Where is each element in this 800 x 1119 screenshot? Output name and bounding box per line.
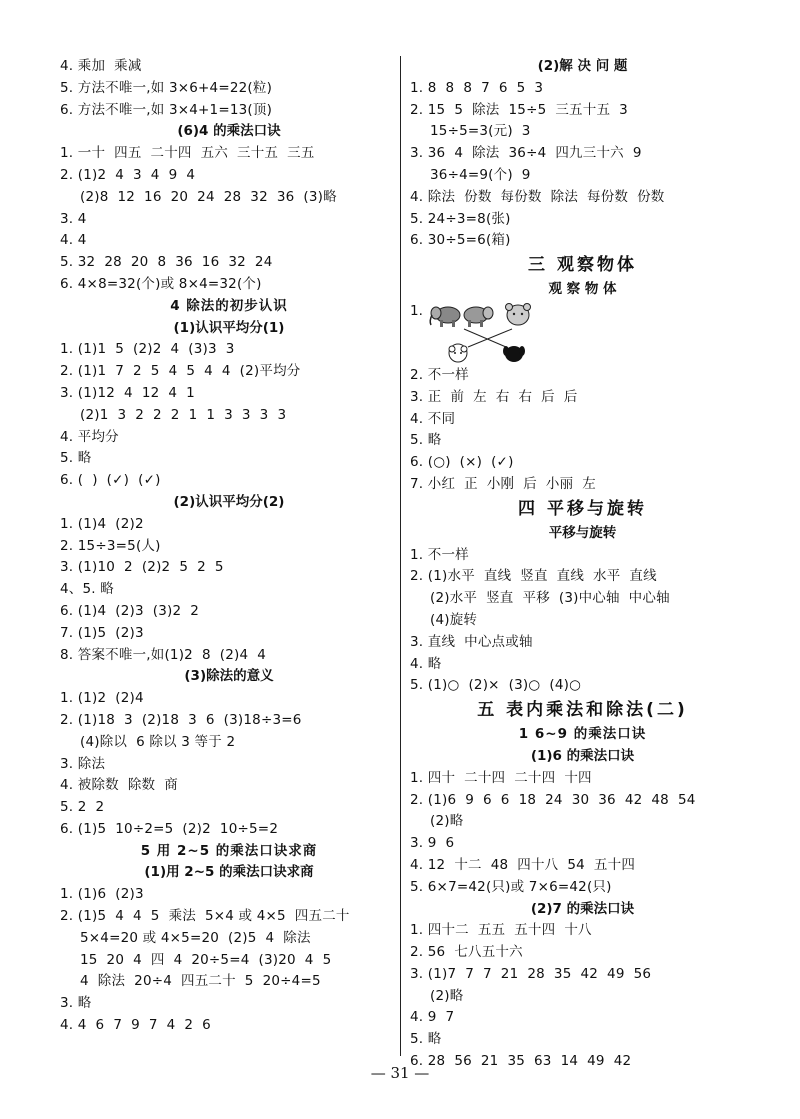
- elephant-icon: [430, 307, 493, 327]
- answer-line: 5. 略: [410, 1031, 442, 1048]
- answer-line: 2. 15÷3=5(人): [60, 537, 161, 554]
- answer-line: 5. 2 2: [60, 799, 105, 816]
- column-divider: [400, 56, 401, 1056]
- answer-line-continued: (4)旋转: [430, 611, 478, 628]
- answer-line: 3. (1)7 7 7 21 28 35 42 49 56: [410, 965, 652, 982]
- answer-line: 5. 方法不唯一,如 3×6+4=22(粒): [60, 79, 273, 96]
- answer-line: 6. 方法不唯一,如 3×4+1=13(顶): [60, 101, 273, 118]
- answer-line: 3. (1)12 4 12 4 1: [60, 384, 195, 401]
- subsection-heading: (6)4 的乘法口诀: [177, 123, 281, 140]
- answer-line: 3. 9 6: [410, 835, 455, 852]
- answer-line: 3. 正 前 左 右 右 后 后: [410, 388, 578, 405]
- answer-line-continued: 15 20 4 四 4 20÷5=4 (3)20 4 5: [80, 951, 332, 968]
- answer-line: 4. 12 十二 48 四十八 54 五十四: [410, 856, 636, 873]
- subsection-heading: (2)7 的乘法口诀: [530, 900, 635, 917]
- answer-line: 2. 56 七八五十六: [410, 944, 523, 961]
- chapter-heading: 五 表内乘法和除法(二): [477, 700, 688, 721]
- answer-line: 1. 8 8 8 7 6 5 3: [410, 79, 544, 96]
- bear-icon: [506, 303, 531, 325]
- answer-line: 2. (1)2 4 3 4 9 4: [60, 166, 196, 183]
- answer-line: 4. 平均分: [60, 428, 119, 445]
- answer-line: 4. 不同: [410, 410, 456, 427]
- figure-item: [410, 301, 755, 365]
- sheep-icon: [449, 344, 467, 362]
- answer-line-continued: 36÷4=9(个) 9: [430, 166, 531, 183]
- subsection-heading: (1)用 2~5 的乘法口诀求商: [144, 864, 314, 881]
- answer-line: 8. 答案不唯一,如(1)2 8 (2)4 4: [60, 646, 267, 663]
- answer-line: 3. (1)10 2 (2)2 5 2 5: [60, 559, 224, 576]
- answer-line: 3. 直线 中心点或轴: [410, 633, 533, 650]
- answer-line: 4. 乘加 乘减: [60, 58, 142, 74]
- answer-line: 3. 36 4 除法 36÷4 四九三十六 9: [410, 145, 642, 162]
- answer-line: 6. 28 56 21 35 63 14 49 42: [410, 1053, 632, 1070]
- subsection-heading: (3)除法的意义: [184, 668, 274, 685]
- item-number: 1.: [410, 302, 423, 319]
- section-heading: 1 6~9 的乘法口诀: [518, 726, 647, 743]
- answer-line: 3. 4: [60, 210, 87, 227]
- answer-line: 7. 小红 正 小刚 后 小丽 左: [410, 475, 596, 492]
- section-heading: 5 用 2~5 的乘法口诀求商: [140, 842, 318, 859]
- answer-line: 1. 不一样: [410, 546, 469, 563]
- answer-line: 1. (1)1 5 (2)2 4 (3)3 3: [60, 341, 235, 358]
- answer-line: 1. 一十 四五 二十四 五六 三十五 三五: [60, 145, 315, 162]
- answer-line: 6. (1)4 (2)3 (3)2 2: [60, 602, 200, 619]
- answer-line: 5. 32 28 20 8 36 16 32 24: [60, 254, 273, 271]
- answer-line: 4. 9 7: [410, 1009, 455, 1026]
- answer-line: 1. 四十 二十四 二十四 十四: [410, 769, 592, 786]
- page-number: — 31 —: [370, 1064, 430, 1082]
- subsection-heading: (2)认识平均分(2): [173, 493, 285, 510]
- chapter-heading: 三 观察物体: [528, 255, 637, 276]
- subsection-heading: (1)6 的乘法口诀: [530, 747, 635, 764]
- chapter-heading: 四 平移与旋转: [518, 498, 647, 519]
- answer-line: 1. (1)6 (2)3: [60, 886, 144, 903]
- answer-line: 7. (1)5 (2)3: [60, 624, 144, 641]
- subsection-heading: 观 察 物 体: [548, 281, 617, 298]
- answer-line: 4. 4: [60, 232, 87, 249]
- answer-line: 5. (1)○ (2)× (3)○ (4)○: [410, 677, 582, 694]
- answer-line-continued: 4 除法 20÷4 四五二十 5 20÷4=5: [80, 973, 321, 990]
- answer-line: 6. 4×8=32(个)或 8×4=32(个): [60, 275, 262, 292]
- answer-line-continued: (2)水平 竖直 平移 (3)中心轴 中心轴: [430, 590, 670, 607]
- subsection-heading: (1)认识平均分(1): [173, 319, 285, 336]
- right-column: [410, 56, 755, 1073]
- left-column: [60, 56, 398, 1037]
- answer-line: 5. 略: [60, 450, 92, 467]
- answer-line: 4. 除法 份数 每份数 除法 每份数 份数: [410, 188, 665, 205]
- answer-line: 2. (1)18 3 (2)18 3 6 (3)18÷3=6: [60, 711, 302, 728]
- answer-line: 1. (1)4 (2)2: [60, 515, 144, 532]
- answer-line: 2. (1)水平 直线 竖直 直线 水平 直线: [410, 568, 657, 585]
- answer-line: 3. 略: [60, 995, 92, 1012]
- answer-line: 2. (1)1 7 2 5 4 5 4 4 (2)平均分: [60, 363, 301, 380]
- answer-line: 2. 15 5 除法 15÷5 三五十五 3: [410, 101, 628, 118]
- answer-line-continued: (2)略: [430, 813, 464, 830]
- dog-icon: [503, 346, 525, 362]
- answer-line: 4. 略: [410, 655, 442, 672]
- answer-line: 4. 被除数 除数 商: [60, 777, 178, 794]
- answer-line: 2. 不一样: [410, 366, 469, 383]
- subsection-heading: (2)解 决 问 题: [537, 58, 628, 74]
- answer-line: 5. 6×7=42(只)或 7×6=42(只): [410, 878, 612, 895]
- subsection-heading: 平移与旋转: [548, 524, 617, 541]
- answer-line-continued: 15÷5=3(元) 3: [430, 123, 531, 140]
- answer-line-continued: (2)略: [430, 987, 464, 1004]
- answer-line-continued: (2)1 3 2 2 2 1 1 3 3 3 3: [80, 406, 287, 423]
- answer-line: 1. (1)2 (2)4: [60, 690, 144, 707]
- answer-line: 6. (○) (×) (✓): [410, 454, 514, 471]
- answer-line: 4、5. 略: [60, 581, 114, 598]
- answer-line: 2. (1)5 4 4 5 乘法 5×4 或 4×5 四五二十: [60, 908, 350, 925]
- answer-line: 1. 四十二 五五 五十四 十八: [410, 922, 592, 939]
- section-heading: 4 除法的初步认识: [170, 297, 288, 314]
- answer-line: 3. 除法: [60, 755, 106, 772]
- answer-line-continued: (2)8 12 16 20 24 28 32 36 (3)略: [80, 188, 337, 205]
- answer-line: 4. 4 6 7 9 7 4 2 6: [60, 1017, 211, 1034]
- answer-line: 5. 略: [410, 432, 442, 449]
- answer-line-continued: 5×4=20 或 4×5=20 (2)5 4 除法: [80, 929, 311, 946]
- answer-line: 6. 30÷5=6(箱): [410, 232, 511, 249]
- answer-line: 6. ( ) (✓) (✓): [60, 472, 161, 489]
- observation-figure: [428, 301, 538, 365]
- answer-line: 6. (1)5 10÷2=5 (2)2 10÷5=2: [60, 820, 279, 837]
- answer-line-continued: (4)除以 6 除以 3 等于 2: [80, 733, 236, 750]
- answer-line: 2. (1)6 9 6 6 18 24 30 36 42 48 54: [410, 791, 696, 808]
- answer-line: 5. 24÷3=8(张): [410, 210, 511, 227]
